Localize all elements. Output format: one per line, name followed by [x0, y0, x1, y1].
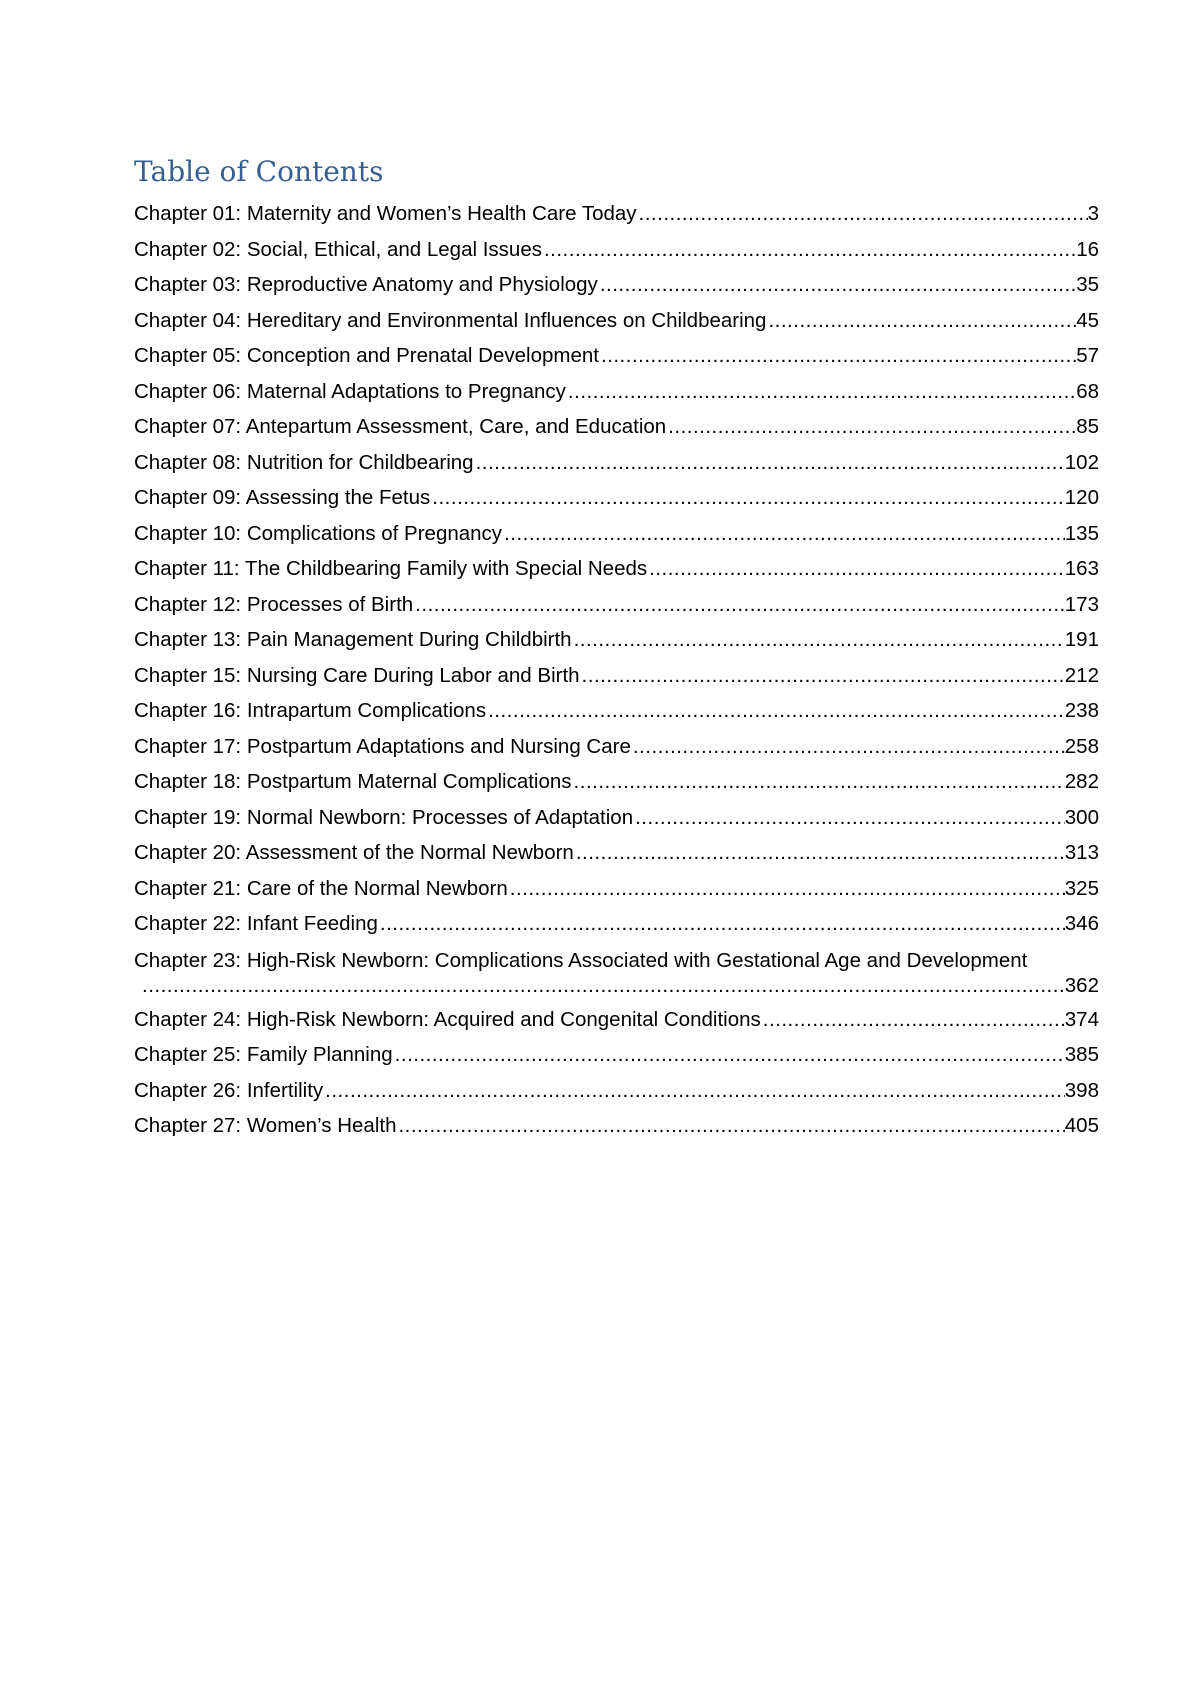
toc-page-number: 57	[1076, 344, 1099, 367]
toc-entry[interactable]	[134, 871, 1099, 907]
toc-entry[interactable]	[134, 1002, 1099, 1038]
toc-page-number: 85	[1076, 415, 1099, 438]
toc-dot-leader	[378, 906, 1065, 942]
toc-entry[interactable]	[134, 232, 1099, 268]
toc-page-number: 120	[1064, 486, 1099, 509]
toc-dot-leader	[580, 658, 1065, 694]
toc-page-number: 313	[1064, 841, 1099, 864]
toc-page-number: 374	[1064, 1007, 1099, 1031]
toc-entry-label: Chapter 25: Family Planning	[134, 1043, 393, 1066]
toc-entry-label: Chapter 23: High-Risk Newborn: Complications Associated with Gestational Age and Development	[134, 948, 1028, 972]
toc-entry-label: Chapter 12: Processes of Birth	[134, 592, 414, 616]
toc-dot-leader	[631, 729, 1065, 765]
toc-page-number: 258	[1064, 734, 1099, 758]
toc-entry[interactable]	[134, 196, 1099, 232]
toc-entry[interactable]	[134, 267, 1099, 303]
toc-page-number: 300	[1064, 805, 1099, 829]
toc-entry-label: Chapter 06: Maternal Adaptations to Pregnancy	[134, 379, 566, 403]
toc-entry-label: Chapter 16: Intrapartum Complications	[134, 699, 487, 722]
table-of-contents	[134, 196, 1099, 1144]
toc-entry[interactable]	[134, 764, 1099, 800]
toc-entry[interactable]	[134, 587, 1099, 623]
toc-entry-label: Chapter 20: Assessment of the Normal Newborn	[134, 841, 574, 864]
toc-entry-label: Chapter 26: Infertility	[134, 1078, 324, 1102]
toc-dot-leader	[393, 1037, 1065, 1073]
toc-dot-leader	[574, 835, 1065, 871]
toc-page-number: 102	[1064, 450, 1099, 474]
toc-page-number: 405	[1064, 1114, 1099, 1137]
toc-dot-leader	[396, 1108, 1064, 1144]
toc-entry-label: Chapter 21: Care of the Normal Newborn	[134, 876, 508, 900]
toc-entry[interactable]	[134, 942, 1099, 1002]
toc-entry-label: Chapter 24: High-Risk Newborn: Acquired and Congenital Conditions	[134, 1007, 761, 1031]
toc-entry-label: Chapter 04: Hereditary and Environmental Influences on Childbearing	[134, 308, 767, 332]
toc-entry[interactable]	[134, 303, 1099, 339]
toc-entry[interactable]	[134, 1108, 1099, 1144]
toc-entry-label: Chapter 11: The Childbearing Family with Special Needs	[134, 557, 648, 580]
page-title: Table of Contents	[134, 155, 384, 188]
toc-entry-label: Chapter 27: Women’s Health	[134, 1114, 397, 1137]
toc-entry-label: Chapter 17: Postpartum Adaptations and Nursing Care	[134, 734, 631, 758]
toc-dot-leader	[766, 303, 1076, 339]
toc-entry-label: Chapter 02: Social, Ethical, and Legal Issues	[134, 237, 542, 261]
toc-dot-leader	[637, 196, 1088, 232]
toc-entry[interactable]	[134, 445, 1099, 481]
toc-page-number: 282	[1064, 770, 1099, 793]
toc-entry-label: Chapter 09: Assessing the Fetus	[134, 486, 431, 509]
toc-entry[interactable]	[134, 480, 1099, 516]
toc-dot-leader	[413, 587, 1065, 623]
toc-page-number: 45	[1076, 308, 1099, 332]
toc-entry-label: Chapter 13: Pain Management During Childbirth	[134, 628, 572, 651]
toc-dot-leader	[142, 973, 1065, 998]
toc-dot-leader	[572, 622, 1065, 658]
toc-dot-leader	[647, 551, 1065, 587]
toc-page-number: 212	[1064, 663, 1099, 687]
toc-entry-label: Chapter 05: Conception and Prenatal Development	[134, 344, 599, 367]
toc-entry-label: Chapter 19: Normal Newborn: Processes of Adaptation	[134, 805, 634, 829]
toc-entry-label: Chapter 08: Nutrition for Childbearing	[134, 450, 474, 474]
toc-entry[interactable]	[134, 551, 1099, 587]
toc-entry-label: Chapter 22: Infant Feeding	[134, 912, 378, 935]
toc-entry-label: Chapter 18: Postpartum Maternal Complications	[134, 770, 572, 793]
toc-page-number: 385	[1064, 1043, 1099, 1066]
toc-entry[interactable]	[134, 835, 1099, 871]
toc-entry[interactable]	[134, 1073, 1099, 1109]
toc-dot-leader	[323, 1073, 1065, 1109]
toc-entry[interactable]	[134, 622, 1099, 658]
toc-entry[interactable]	[134, 1037, 1099, 1073]
toc-page-number: 398	[1064, 1078, 1099, 1102]
toc-page-number: 238	[1064, 699, 1099, 722]
toc-entry[interactable]	[134, 516, 1099, 552]
toc-entry[interactable]	[134, 729, 1099, 765]
toc-entry-continuation	[134, 973, 1099, 998]
toc-entry-label: Chapter 10: Complications of Pregnancy	[134, 521, 503, 545]
toc-page-number: 135	[1064, 521, 1099, 545]
toc-page-number: 163	[1064, 557, 1099, 580]
toc-page-number: 173	[1064, 592, 1099, 616]
toc-entry[interactable]	[134, 693, 1099, 729]
toc-page-number: 68	[1076, 379, 1099, 403]
toc-page-number: 346	[1064, 912, 1099, 935]
toc-page-number: 3	[1087, 202, 1099, 225]
toc-page-number: 325	[1064, 876, 1099, 900]
toc-entry-label: Chapter 01: Maternity and Women’s Health Care Today	[134, 202, 637, 225]
toc-dot-leader	[542, 232, 1076, 268]
toc-dot-leader	[761, 1002, 1065, 1038]
toc-entry-label: Chapter 15: Nursing Care During Labor and Birth	[134, 663, 580, 687]
toc-dot-leader	[566, 374, 1076, 410]
toc-page-number: 191	[1064, 628, 1099, 651]
toc-dot-leader	[598, 267, 1076, 303]
toc-dot-leader	[430, 480, 1065, 516]
toc-dot-leader	[599, 338, 1076, 374]
toc-dot-leader	[502, 516, 1065, 552]
toc-dot-leader	[572, 764, 1065, 800]
toc-entry-label: Chapter 03: Reproductive Anatomy and Physiology	[134, 273, 598, 296]
toc-entry[interactable]	[134, 409, 1099, 445]
toc-dot-leader	[508, 871, 1065, 907]
toc-dot-leader	[633, 800, 1065, 836]
toc-page-number: 16	[1076, 237, 1099, 261]
toc-entry[interactable]	[134, 658, 1099, 694]
toc-dot-leader	[666, 409, 1076, 445]
toc-dot-leader	[486, 693, 1065, 729]
toc-entry[interactable]	[134, 906, 1099, 942]
toc-dot-leader	[474, 445, 1065, 481]
toc-entry[interactable]	[134, 338, 1099, 374]
toc-page-number: 362	[1064, 973, 1099, 997]
toc-entry[interactable]	[134, 374, 1099, 410]
toc-entry[interactable]	[134, 800, 1099, 836]
toc-page-number: 35	[1076, 273, 1099, 296]
toc-entry-label: Chapter 07: Antepartum Assessment, Care, and Education	[134, 415, 667, 438]
